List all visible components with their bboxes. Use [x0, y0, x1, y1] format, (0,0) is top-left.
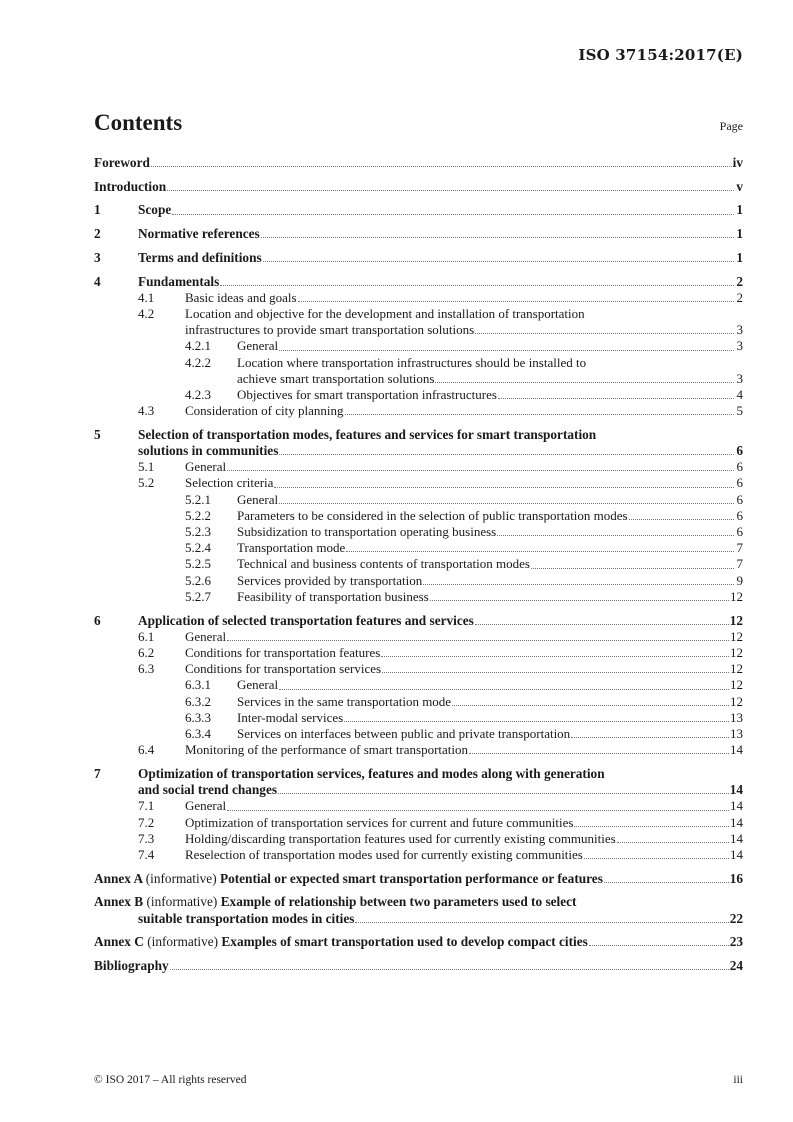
annex-title-line2: suitable transportation modes in cities — [138, 910, 355, 926]
toc-label: Parameters to be considered in the selection of public transportation modes — [237, 507, 628, 523]
toc-label: Basic ideas and goals — [185, 289, 297, 305]
toc-number: 5 — [94, 426, 101, 442]
toc-number: 5.2.4 — [185, 540, 211, 556]
toc-page: v — [736, 178, 743, 194]
toc-page: iv — [732, 155, 743, 170]
page-column-label: Page — [719, 119, 743, 133]
toc-entry-6[interactable] — [94, 613, 743, 629]
toc-label: Application of selected transportation features and services — [138, 612, 474, 628]
toc-entry-6-2[interactable] — [94, 645, 743, 661]
toc-label: Fundamentals — [138, 273, 220, 289]
toc-page: 3 — [736, 370, 743, 386]
toc-number: 6.1 — [138, 628, 155, 644]
toc-page: 24 — [729, 957, 743, 973]
toc-page: 13 — [730, 726, 743, 741]
toc-page: 6 — [736, 443, 743, 459]
toc-number: 5.1 — [138, 459, 155, 475]
toc-label: General — [185, 798, 227, 814]
toc-entry-bibliography[interactable] — [94, 958, 743, 974]
toc-label: Terms and definitions — [138, 249, 262, 265]
toc-label: Scope — [138, 202, 172, 218]
toc-label-line1: Optimization of transportation services, features and modes along with generation — [138, 765, 605, 781]
toc-number: 4.2.3 — [185, 386, 211, 402]
toc-page: 22 — [729, 910, 743, 926]
toc-label: Transportation mode — [237, 540, 346, 556]
toc-page: 14 — [730, 742, 743, 758]
toc-entry-7-1[interactable] — [94, 798, 743, 814]
annex-label: Annex B — [94, 894, 144, 910]
toc-label-line1: Selection of transportation modes, features and services for smart transportation — [138, 426, 597, 442]
toc-page: 12 — [730, 588, 743, 604]
toc-page: 6 — [736, 475, 743, 491]
toc-entry-7-4[interactable] — [94, 847, 743, 863]
toc-label-line1: Location where transportation infrastructures should be installed to — [237, 354, 587, 370]
toc-label-line2: solutions in communities — [138, 443, 279, 459]
toc-number: 4.2.2 — [185, 354, 211, 370]
toc-entry-6-3-3[interactable] — [94, 710, 743, 726]
toc-entry-4-2-1[interactable] — [94, 338, 743, 354]
toc-entry-5[interactable] — [94, 427, 743, 459]
toc-number: 4.3 — [138, 403, 155, 419]
toc-label: Optimization of transportation services for current and future communities — [185, 814, 574, 830]
toc-entry-introduction[interactable] — [94, 179, 743, 195]
toc-entry-6-4[interactable] — [94, 742, 743, 758]
toc-page: 3 — [736, 338, 743, 354]
document-code: ISO 37154:2017(E) — [578, 46, 743, 64]
toc-entry-4-2-2[interactable] — [94, 355, 743, 387]
toc-number: 7 — [94, 765, 101, 781]
toc-page: 6 — [736, 491, 743, 507]
toc-entry-5-2-7[interactable] — [94, 589, 743, 605]
toc-label: General — [185, 628, 227, 644]
toc-page: 12 — [730, 693, 743, 709]
toc-page: 12 — [730, 677, 743, 693]
toc-page: 12 — [730, 661, 743, 677]
toc-number: 6.3 — [138, 661, 155, 677]
toc-number: 4 — [94, 273, 101, 289]
annex-type: (informative) — [145, 870, 217, 886]
toc-entry-5-2[interactable] — [94, 475, 743, 491]
annex-type: (informative) — [147, 934, 219, 950]
toc-page: 1 — [736, 202, 743, 218]
toc-label: Reselection of transportation modes used for currently existing communities — [185, 846, 583, 862]
toc-label: Selection criteria — [185, 475, 274, 491]
toc-page: 9 — [736, 572, 743, 588]
toc-page: 2 — [736, 289, 743, 305]
toc-label: Technical and business contents of transportation modes — [237, 556, 530, 572]
toc-label: Normative references — [138, 226, 260, 242]
toc-entry-3[interactable] — [94, 250, 743, 266]
toc-entry-4-1[interactable] — [94, 290, 743, 306]
toc-page: 6 — [736, 524, 743, 540]
toc-page: 1 — [736, 249, 743, 265]
toc-page: 13 — [730, 709, 743, 725]
toc-page: 14 — [730, 814, 743, 830]
toc-page: 23 — [729, 934, 743, 950]
toc-label: General — [237, 338, 279, 354]
toc-entry-foreword[interactable] — [94, 155, 743, 171]
toc-page: 12 — [730, 644, 743, 660]
toc-page: 7 — [736, 540, 743, 556]
toc-number: 7.2 — [138, 814, 155, 830]
toc-entry-annex-b[interactable] — [94, 894, 743, 926]
toc-label: Services on interfaces between public and private transportation — [237, 726, 571, 741]
toc-entry-6-3-2[interactable] — [94, 694, 743, 710]
toc-number: 5.2.7 — [185, 588, 211, 604]
toc-entry-5-2-4[interactable] — [94, 540, 743, 556]
toc-number: 5.2.2 — [185, 507, 211, 523]
toc-entry-7-3[interactable] — [94, 831, 743, 847]
toc-page: 4 — [736, 386, 743, 402]
toc-label: Subsidization to transportation operating business — [237, 524, 497, 540]
toc-entry-6-3[interactable] — [94, 661, 743, 677]
toc-number: 5.2 — [138, 475, 155, 491]
toc-page: 2 — [736, 273, 743, 289]
toc-number: 6.3.1 — [185, 677, 211, 693]
table-of-contents — [94, 155, 743, 974]
toc-entry-4-3[interactable] — [94, 403, 743, 419]
toc-label: Bibliography — [94, 957, 169, 973]
toc-page: 6 — [736, 507, 743, 523]
toc-number: 6.3.3 — [185, 709, 211, 725]
toc-number: 6.2 — [138, 644, 155, 660]
toc-label-line2: infrastructures to provide smart transportation solutions — [185, 322, 475, 338]
toc-label: Introduction — [94, 178, 167, 194]
toc-label: General — [237, 491, 279, 507]
toc-page: 7 — [736, 556, 743, 572]
toc-label: Conditions for transportation features — [185, 644, 381, 660]
toc-entry-5-2-6[interactable] — [94, 573, 743, 589]
toc-entry-6-3-1[interactable] — [94, 677, 743, 693]
toc-entry-5-2-1[interactable] — [94, 492, 743, 508]
toc-number: 6.4 — [138, 742, 155, 758]
toc-entry-1[interactable] — [94, 202, 743, 218]
page-number: iii — [733, 1074, 743, 1086]
toc-page: 12 — [730, 628, 743, 644]
toc-entry-7[interactable] — [94, 766, 743, 798]
toc-label: Monitoring of the performance of smart transportation — [185, 742, 469, 758]
toc-label: General — [237, 677, 279, 693]
toc-number: 2 — [94, 226, 101, 242]
toc-entry-4[interactable] — [94, 274, 743, 290]
toc-label-line2: and social trend changes — [138, 782, 278, 798]
annex-type: (informative) — [146, 894, 218, 910]
toc-number: 7.4 — [138, 846, 155, 862]
annex-title: Potential or expected smart transportation performance or features — [219, 870, 603, 886]
toc-number: 7.1 — [138, 798, 155, 814]
toc-label-line1: Location and objective for the development and installation of transportation — [185, 305, 585, 321]
toc-entry-2[interactable] — [94, 226, 743, 242]
toc-number: 7.3 — [138, 830, 155, 846]
page-title: Contents — [94, 110, 183, 135]
toc-page: 3 — [736, 322, 743, 338]
toc-page: 14 — [730, 798, 743, 814]
toc-page: 1 — [736, 226, 743, 242]
toc-number: 3 — [94, 249, 101, 265]
toc-entry-4-2-3[interactable] — [94, 387, 743, 403]
toc-page: 16 — [729, 870, 743, 886]
toc-number: 4.2.1 — [185, 338, 211, 354]
annex-label: Annex C — [94, 934, 144, 950]
toc-number: 5.2.5 — [185, 556, 211, 572]
copyright-notice: © ISO 2017 – All rights reserved — [94, 1074, 247, 1086]
toc-entry-annex-c[interactable] — [94, 934, 743, 950]
toc-entry-6-1[interactable] — [94, 629, 743, 645]
toc-entry-6-3-4[interactable] — [94, 726, 743, 742]
toc-label: Objectives for smart transportation infrastructures — [237, 386, 497, 402]
toc-entry-5-2-2[interactable] — [94, 508, 743, 524]
toc-page: 14 — [730, 830, 743, 846]
toc-label: Services provided by transportation — [237, 572, 423, 588]
toc-label: Conditions for transportation services — [185, 661, 382, 677]
toc-label: Feasibility of transportation business — [237, 588, 429, 604]
toc-number: 6 — [94, 612, 101, 628]
toc-page: 14 — [730, 846, 743, 862]
toc-number: 5.2.6 — [185, 572, 211, 588]
toc-label: Holding/discarding transportation features used for currently existing communities — [185, 830, 616, 846]
toc-label: Consideration of city planning — [185, 403, 344, 419]
toc-page: 6 — [736, 459, 743, 475]
toc-entry-annex-a[interactable] — [94, 871, 743, 887]
toc-label: Foreword — [94, 155, 150, 170]
toc-entry-5-2-5[interactable] — [94, 556, 743, 572]
toc-label-line2: achieve smart transportation solutions — [237, 370, 435, 386]
toc-label: Services in the same transportation mode — [237, 693, 452, 709]
toc-number: 5.2.1 — [185, 491, 211, 507]
annex-label: Annex A — [94, 870, 143, 886]
toc-entry-4-2[interactable] — [94, 306, 743, 338]
toc-number: 4.1 — [138, 289, 155, 305]
toc-label: Inter-modal services — [237, 709, 344, 725]
toc-number: 6.3.4 — [185, 726, 211, 741]
toc-page: 12 — [729, 612, 743, 628]
toc-entry-5-1[interactable] — [94, 459, 743, 475]
toc-page: 5 — [736, 403, 743, 419]
toc-number: 4.2 — [138, 305, 155, 321]
annex-title-line1: Example of relationship between two parameters used to select — [220, 894, 577, 910]
toc-number: 5.2.3 — [185, 524, 211, 540]
toc-number: 1 — [94, 202, 101, 218]
toc-label: General — [185, 459, 227, 475]
toc-entry-7-2[interactable] — [94, 815, 743, 831]
toc-page: 14 — [729, 782, 743, 798]
toc-number: 6.3.2 — [185, 693, 211, 709]
toc-entry-5-2-3[interactable] — [94, 524, 743, 540]
annex-title: Examples of smart transportation used to develop compact cities — [221, 934, 588, 950]
